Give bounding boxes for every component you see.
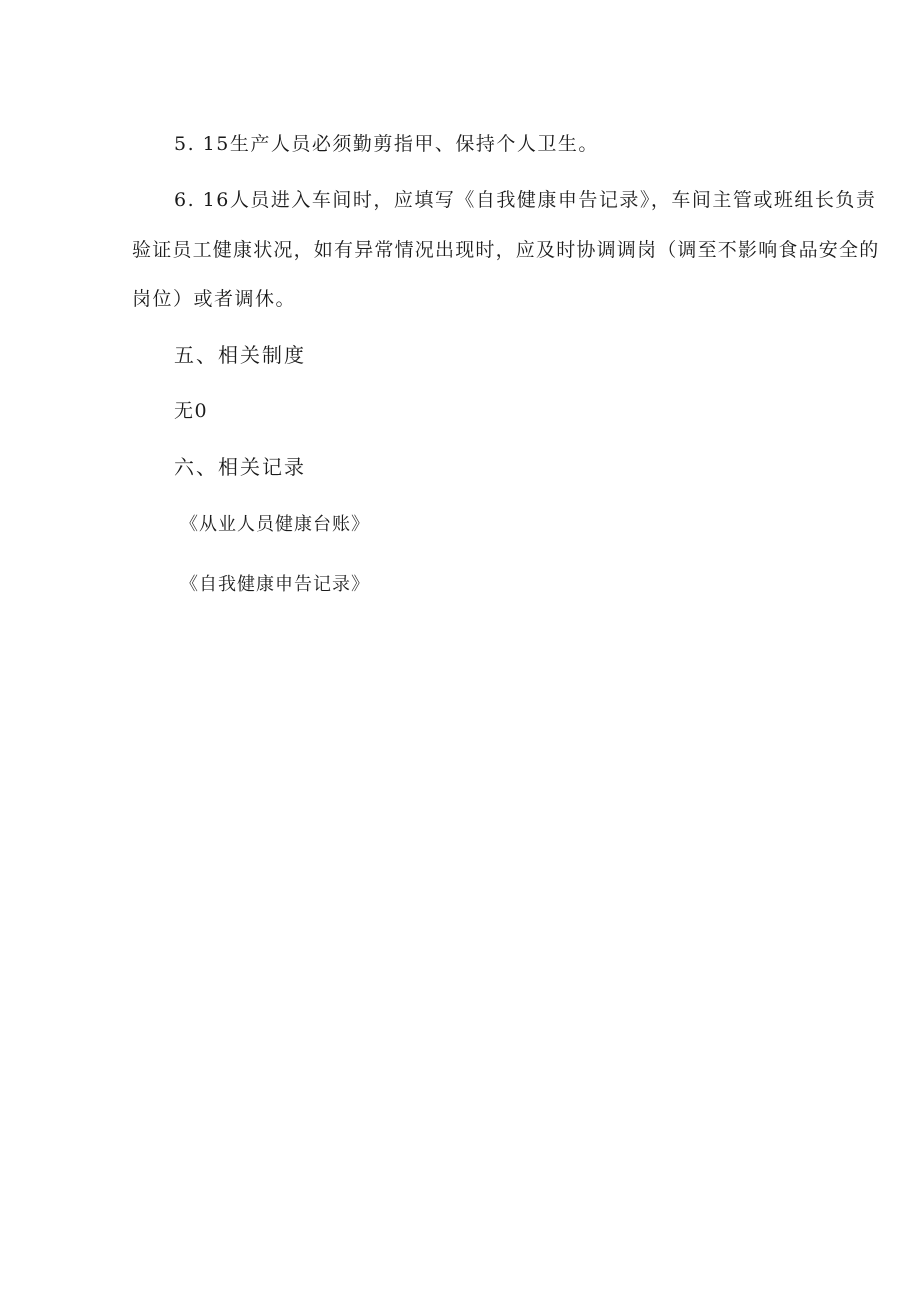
record-item-self-health-declaration: 《自我健康申告记录》 [180,574,370,595]
section-content-none: 无0 [174,400,209,422]
section-heading-related-records: 六、相关记录 [174,455,306,479]
record-item-staff-health-ledger: 《从业人员健康台账》 [180,514,370,535]
paragraph-5-15: 5. 15生产人员必须勤剪指甲、保持个人卫生。 [174,133,599,155]
section-heading-related-regulations: 五、相关制度 [174,343,306,367]
paragraph-6-16-line-3: 岗位）或者调休。 [132,288,297,310]
paragraph-6-16-line-2: 验证员工健康状况，如有异常情况出现时，应及时协调调岗（调至不影响食品安全的 [132,239,880,261]
paragraph-6-16-line-1: 6. 16人员进入车间时，应填写《自我健康申告记录》，车间主管或班组长负责 [174,189,877,211]
